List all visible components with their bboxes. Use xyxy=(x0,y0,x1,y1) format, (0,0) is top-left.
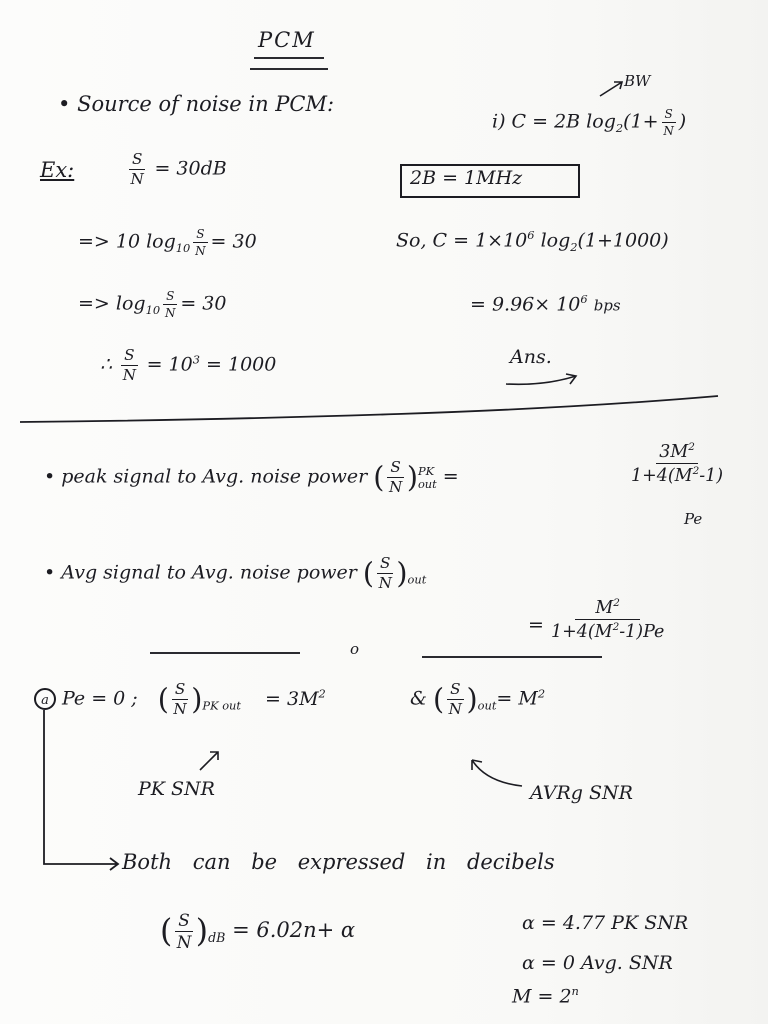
alpha-avg: α = 0 Avg. SNR xyxy=(522,952,673,974)
avg-snr-label: AVRg SNR xyxy=(530,782,633,804)
step-1: => 10 $\log_{10}$ $\frac{S}{N}$ = 30 xyxy=(78,227,257,258)
avg-arrow-icon xyxy=(466,754,526,790)
avg-out-line: & ( $\frac{S}{N}$ )$_{out}= M^2$ xyxy=(410,680,546,719)
section-divider xyxy=(18,392,718,432)
page-title: PCM xyxy=(258,28,316,52)
m-equation: $M = 2^n$ xyxy=(512,984,579,1008)
capacity-substitution: So, $C = 1\times 10^6$ $\log_2(1+1000)$ xyxy=(396,228,669,254)
bandwidth-value: 2B = 1MHz xyxy=(410,167,523,189)
pk-snr-label: PK SNR xyxy=(138,778,215,800)
step-3: ∴ $\frac{S}{N}$ = $10^3 = 1000$ xyxy=(100,346,277,385)
example-label: Ex: xyxy=(40,158,75,182)
pe-zero-line: Pe = 0 ; ( $\frac{S}{N}$ )$_{PK out} = 3M^2$ xyxy=(62,680,326,719)
answer-underline-arrow-icon xyxy=(504,372,584,388)
avg-snr-equals: = xyxy=(528,614,544,636)
faint-line-right xyxy=(422,656,602,658)
title-underline-2 xyxy=(250,68,328,70)
snr-given: $\frac{S}{N}$ = 30dB xyxy=(130,150,227,189)
bracket-arrow-icon xyxy=(30,708,130,868)
pk-arrow-icon xyxy=(196,746,226,774)
svg-text:a: a xyxy=(41,693,49,708)
peak-snr-line: • peak signal to Avg. noise power ( $\frac{S}{N}$ ) PK out = xyxy=(44,458,459,497)
peak-pe: Pe xyxy=(684,510,703,528)
bw-arrow-icon xyxy=(598,78,628,98)
heading-text: Source of noise in PCM: xyxy=(77,92,335,116)
answer-label: Ans. xyxy=(510,346,552,368)
capacity-result: = $9.96\times 10^6$ bps xyxy=(470,292,621,316)
title-underline-1 xyxy=(254,57,324,59)
small-mark: o xyxy=(350,640,360,658)
bullet: • xyxy=(58,92,71,116)
step-2: => $\log_{10}$ $\frac{S}{N}$ = 30 xyxy=(78,289,227,320)
section1-heading xyxy=(58,92,334,116)
peak-snr-fraction: $\frac{3M^2}{1+4(M^2-1)}$ xyxy=(631,441,724,487)
faint-line-left xyxy=(150,652,300,654)
bw-annotation: BW xyxy=(624,72,651,90)
avg-snr-line: • Avg signal to Avg. noise power ( $\frac{S}{N}$ )$_{out}$ xyxy=(44,554,427,593)
avg-snr-fraction: $\frac{M^2}{1+4(M^2-1)Pe}$ xyxy=(551,597,665,643)
capacity-formula: i) C = 2B $\log_2(1+$ $\frac{S}{N}$ ) xyxy=(492,107,687,138)
decibels-statement: Both can be expressed in decibels xyxy=(122,850,555,874)
alpha-peak: α = 4.77 PK SNR xyxy=(522,912,689,934)
db-formula: ( $\frac{S}{N}$ )$_{dB} = 6.02n+ \alpha$ xyxy=(160,910,356,952)
